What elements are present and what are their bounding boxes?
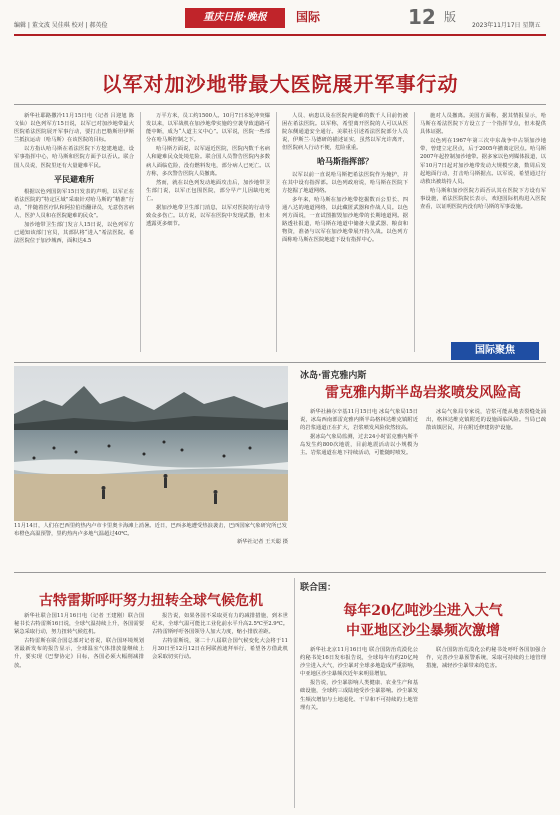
article-column-1: [14, 112, 134, 246]
dust-column-2: [426, 646, 546, 671]
paragraph: 新华社联合国11月16日电（记者 王建刚）联合国秘书长古特雷斯16日说，全球气温持续上升，各国需要紧急采取行动，努力扭转气候危机。: [14, 613, 144, 636]
subhead-civilians: 平民避难所: [54, 174, 94, 184]
section-rule: [14, 362, 546, 363]
section-title: 国际: [296, 10, 321, 24]
paragraph: 多年来，哈马斯在加沙地带挖掘数百公里长、四通八达的地道网络，以此藏匿武器和作战人员。以色列方面说，一直试图摧毁加沙地带的长期地道网。据路透社报道，哈马斯在地道中储备大量武器、粮食和物资，准备与以军在加沙地带展开持久战。以色列方面称哈马斯在医院地道下设有指挥中心。: [282, 196, 408, 244]
focus-tag: 国际聚焦: [451, 342, 539, 360]
paragraph: 古特雷斯说，第二十八届联合国气候变化大会将于11月30日至12月12日在阿联酋迪拜举行，希望各方借此机会采取切实行动。: [152, 638, 288, 661]
dust-headline-1: 每年20亿吨沙尘进入大气: [343, 603, 503, 619]
paragraph: 哈马斯和加沙医院方面否认其在医院下方设有军事设施，希法医院院长表示，欢迎国际机构进入医院查看，以证明医院内没有哈马斯的军事设施。: [420, 187, 546, 211]
page-suffix: 版: [444, 10, 457, 24]
photo-caption: [14, 522, 288, 546]
issue-date: 2023年11月17日 星期五: [472, 22, 541, 29]
section-rule: [14, 572, 546, 573]
guterres-column-2: [152, 612, 288, 663]
paragraph: 报告说，如果各国不采取更有力的减排措施，到本世纪末，全球气温可能比工业化前水平升高2.5℃至2.9℃。古特雷斯呼吁各国领导人加大力度，缩小排放差距。: [152, 613, 288, 636]
column-divider: [414, 112, 415, 352]
paragraph: 万平方米，员工约1500人。10月7日本轮冲突爆发以来，以军战机在加沙地带实施的空袭导致道路可能中断，成为“人道主义中心”。以军说，医院一些部分在哈马斯控制之下。: [146, 113, 270, 144]
guterres-column-1: [14, 612, 144, 671]
paragraph: 古特雷斯在联合国总部对记者说，联合国环境规划署最新发布的报告显示，全球温室气体排放量继续上升，要实现《巴黎协定》目标，各国必须大幅削减排放。: [14, 638, 144, 669]
article-column-4: [420, 112, 546, 212]
paragraph: 以军以前一直说哈马斯把希法医院作为掩护，并在其中设有指挥部。以色列政府说，哈马斯在医院下方挖掘了地道网络。: [282, 171, 408, 194]
dust-column-1: [300, 646, 418, 713]
article-column-3: [282, 112, 408, 245]
paragraph: 根据以色列国防军15日发表的声明，以军正在希法医院的“特定区域”采取针对哈马斯的“精准”行动，“伴随着医疗队和阿拉伯语翻译员，无意伤害病人、医护人员和在医院避难的民众”。: [14, 188, 134, 220]
paragraph: 以色列在1967年第三次中东战争中占领加沙地带，曾建立定居点，后于2005年撤离定居点。哈马斯2007年起控制加沙地带。据多家以色列媒体报道，以军10月7日起对加沙地带发动大规模空袭，数周后发起地面行动，打击哈马斯据点。以军说，希望通过行动救出被劫持人员。: [420, 138, 546, 185]
photo-credit: 新华社记者 王天聪 摄: [236, 539, 288, 545]
paragraph: 据冰岛气象局监测，过去24小时雷克雅内斯半岛发生约800次地震，目前地震活动以小规模为主。岩浆通道在地下持续活动，可能随时喷发。: [300, 434, 418, 457]
beach-photo: [14, 366, 288, 521]
masthead-logo: 重庆日报·晚报: [185, 8, 285, 28]
paragraph: 以方指认哈马斯在希法医院下方挖建地道，设军事指挥中心，哈马斯和医院方面予以否认。联合国人员说，医院里还有大量避难平民。: [14, 146, 134, 169]
paragraph: 新华社耶路撒冷11月15日电（记者 吕迎旭 陈文仙）以色列军方15日说，以军已对加沙地带最大医院希法医院展开军事行动，要打击巴勒斯坦伊斯兰抵抗运动（哈马斯）在该医院的目标。: [14, 113, 134, 144]
iceland-column-1: [300, 408, 418, 459]
header-rule: [14, 34, 546, 36]
column-divider: [294, 578, 295, 808]
headline-rule: [14, 104, 546, 105]
paragraph: 施对人员撤离。美国方面称，据其情报显示，哈马斯在希法医院下方设立了一个指挥节点，但未提供具体证据。: [420, 113, 546, 136]
column-divider: [276, 112, 277, 352]
paragraph: 人员、病患以及在医院内避难的数千人目前仍被困在希法医院。以军称，希望离开医院的人可以从医院东侧通道安全通行。美联社引述希法医院部分人员说，伊斯兰·马德研的描述证实，虽然以军允许离开，但医院病人行动不便，危险重重。: [282, 113, 408, 152]
paragraph: 据加沙地带卫生部门消息，以军对医院的行动导致众多伤亡。以方说，以军在医院中发现武器，但未透露更多细节。: [146, 205, 270, 228]
subhead-where: 哈马斯指挥部？: [317, 157, 373, 167]
paragraph: 联合国防治荒漠化公约秘书处呼吁各国加强合作，完善沙尘暴预警系统，采取可持续的土地管理措施，减轻沙尘暴带来的危害。: [426, 647, 546, 670]
caption-text: 11月14日，人们在巴西里约热内卢市卡里奥卡海滩上消暑。近日，巴西多地遭受热浪袭击，巴西国家气象研究所已发布橙色高温预警，里约热内卢多地气温超过40℃。: [14, 523, 288, 537]
guterres-headline: 古特雷斯呼吁努力扭转全球气候危机: [39, 593, 263, 609]
paragraph: 冰岛气象局专家说，岩浆可能从地表裂缝处涌出，格林达维克镇附近的设施面临风险。当局已疏散该镇居民，并在附近修建防护设施。: [426, 409, 546, 432]
editors-line: 编辑 | 董文波 吴佳琪 校对 | 郝英俭: [14, 22, 108, 29]
page-number: 12: [408, 5, 436, 29]
paragraph: 报告说，沙尘暴影响人类健康、农业生产和基础设施，全球约三成陆地受沙尘暴影响。沙尘暴发生频次增加与土地退化、干旱和不可持续的土地管理有关。: [300, 680, 418, 711]
paragraph: 新华社赫尔辛基11月15日电 冰岛气象局15日说，冰岛西南部雷克雅内斯半岛格林达维克镇附近的岩浆通道正在扩大，岩浆喷发风险依然较高。: [300, 409, 418, 432]
paragraph: 新华社北京11月16日电 联合国防治荒漠化公约秘书处16日发布报告说，全球每年有约20亿吨沙尘进入大气，沙尘暴对全球多地造成严重影响，中亚地区沙尘暴频次近年来明显增加。: [300, 647, 418, 678]
iceland-tagline: 冰岛·雷克雅内斯: [300, 371, 367, 381]
iceland-column-2: [426, 408, 546, 433]
paragraph: 然而，就在以色列发动地面攻击后，加沙地带卫生部门说，以军正包围医院，部分早产儿因缺电死亡。: [146, 179, 270, 202]
column-divider: [140, 112, 141, 352]
un-tagline: 联合国：: [300, 583, 337, 593]
dust-headline-2: 中亚地区沙尘暴频次激增: [346, 623, 500, 639]
paragraph: 哈马斯方面说，以军逼近医院，医院内数千名病人和避难民众处境危险。联合国人员警告医院内多数病人面临危险，没有燃料发电，部分病人已死亡。以方称，多次警告医院人员撤离。: [146, 146, 270, 177]
paragraph: 加沙地带卫生部门发言人15日说，以色列军方已通知该部门官员，其部队将“进入”希法医院。希法医院位于加沙城西，面积达4.5: [14, 222, 134, 245]
article-column-2: [146, 112, 270, 229]
beach-photo-image: [14, 366, 288, 521]
iceland-headline: 雷克雅内斯半岛岩浆喷发风险高: [325, 385, 521, 401]
main-headline: 以军对加沙地带最大医院展开军事行动: [101, 72, 459, 96]
